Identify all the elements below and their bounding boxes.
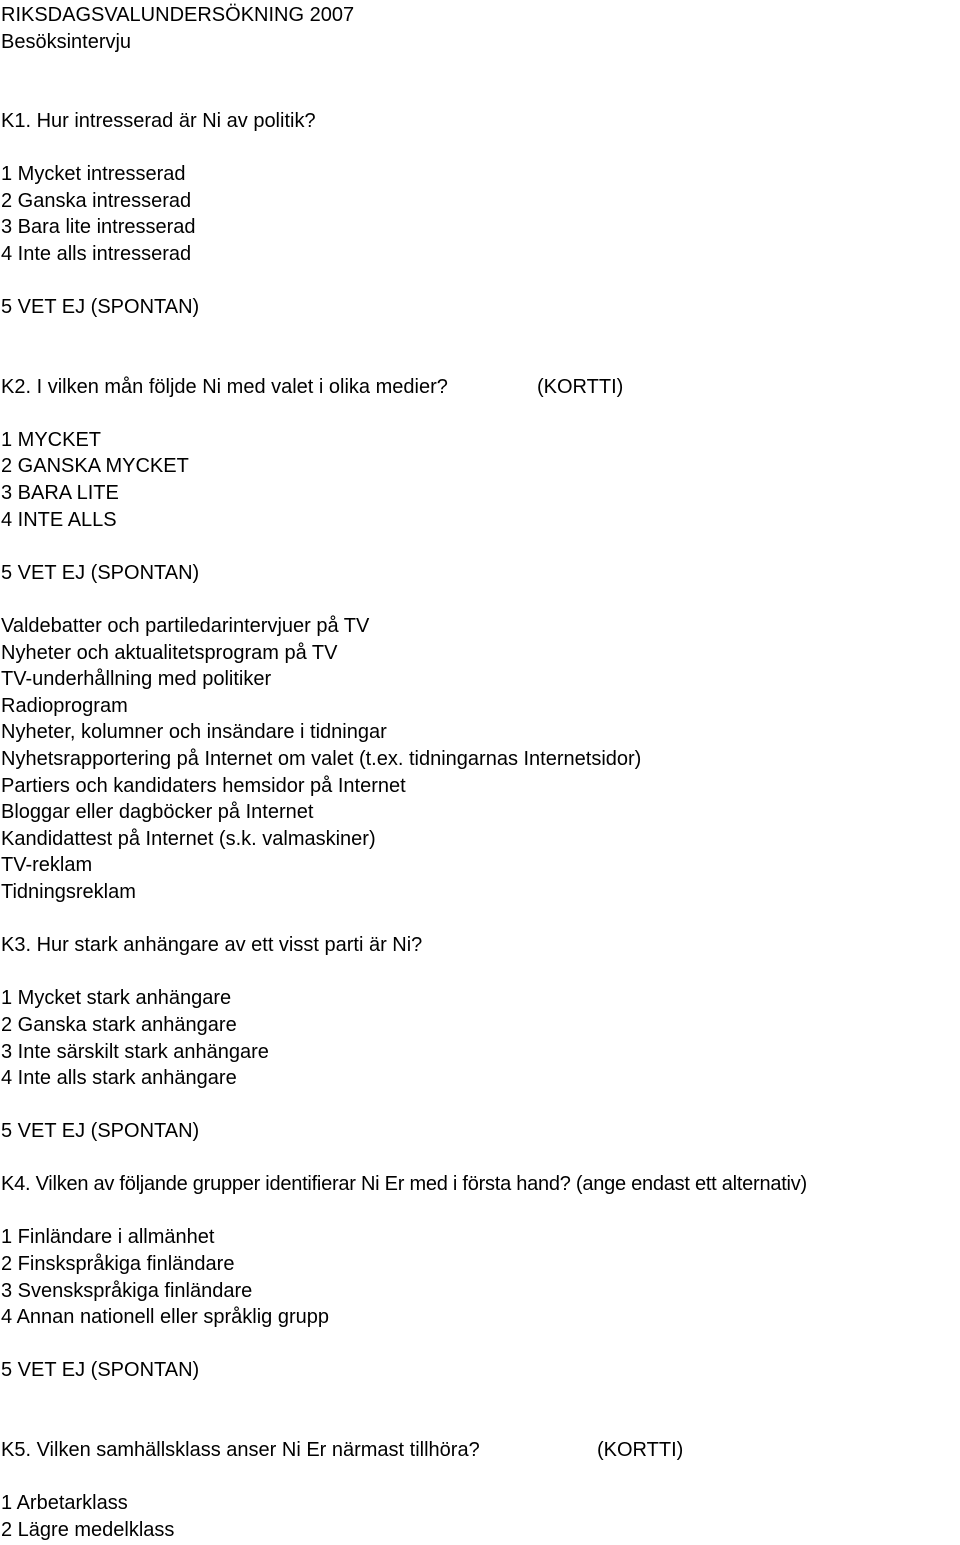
- k2-item: Nyhetsrapportering på Internet om valet (t.ex. tidningarnas Internetsidor): [1, 748, 642, 770]
- k2-option-dontknow: 5 VET EJ (SPONTAN): [1, 562, 200, 584]
- k2-item: Kandidattest på Internet (s.k. valmaskiner): [1, 828, 376, 850]
- k4-option-4: 4 Annan nationell eller språklig grupp: [1, 1306, 329, 1328]
- question-k3: K3. Hur stark anhängare av ett visst parti är Ni?: [1, 934, 423, 956]
- k2-item: TV-reklam: [1, 854, 93, 876]
- question-k1: K1. Hur intresserad är Ni av politik?: [1, 110, 316, 132]
- k2-item: TV-underhållning med politiker: [1, 668, 272, 690]
- k1-option-3: 3 Bara lite intresserad: [1, 216, 196, 238]
- k2-card-note: (KORTTI): [537, 376, 624, 398]
- k5-option-2: 2 Lägre medelklass: [1, 1519, 175, 1541]
- k1-option-2: 2 Ganska intresserad: [1, 190, 192, 212]
- question-k4: K4. Vilken av följande grupper identifierar Ni Er med i första hand? (ange endast ett alternativ): [1, 1173, 807, 1195]
- document-subtitle: Besöksintervju: [1, 31, 132, 53]
- k5-option-1: 1 Arbetarklass: [1, 1492, 128, 1514]
- k5-card-note: (KORTTI): [597, 1439, 684, 1461]
- question-k2: K2. I vilken mån följde Ni med valet i olika medier?: [1, 376, 448, 398]
- k4-option-3: 3 Svenskspråkiga finländare: [1, 1280, 253, 1302]
- k4-option-2: 2 Finskspråkiga finländare: [1, 1253, 235, 1275]
- k2-item: Partiers och kandidaters hemsidor på Internet: [1, 775, 406, 797]
- k2-item: Radioprogram: [1, 695, 128, 717]
- k2-option-2: 2 GANSKA MYCKET: [1, 455, 189, 477]
- k2-item: Valdebatter och partiledarintervjuer på TV: [1, 615, 370, 637]
- k4-option-dontknow: 5 VET EJ (SPONTAN): [1, 1359, 200, 1381]
- question-k5: K5. Vilken samhällsklass anser Ni Er närmast tillhöra?: [1, 1439, 480, 1461]
- k1-option-1: 1 Mycket intresserad: [1, 163, 186, 185]
- k2-item: Bloggar eller dagböcker på Internet: [1, 801, 314, 823]
- k1-option-dontknow: 5 VET EJ (SPONTAN): [1, 296, 200, 318]
- k2-item: Nyheter och aktualitetsprogram på TV: [1, 642, 338, 664]
- k2-item: Tidningsreklam: [1, 881, 136, 903]
- k3-option-3: 3 Inte särskilt stark anhängare: [1, 1041, 269, 1063]
- k2-option-4: 4 INTE ALLS: [1, 509, 117, 531]
- k3-option-dontknow: 5 VET EJ (SPONTAN): [1, 1120, 200, 1142]
- k3-option-4: 4 Inte alls stark anhängare: [1, 1067, 237, 1089]
- k2-option-1: 1 MYCKET: [1, 429, 102, 451]
- document-title: RIKSDAGSVALUNDERSÖKNING 2007: [1, 4, 355, 26]
- k2-option-3: 3 BARA LITE: [1, 482, 119, 504]
- k1-option-4: 4 Inte alls intresserad: [1, 243, 192, 265]
- k3-option-1: 1 Mycket stark anhängare: [1, 987, 232, 1009]
- k2-item: Nyheter, kolumner och insändare i tidningar: [1, 721, 387, 743]
- k3-option-2: 2 Ganska stark anhängare: [1, 1014, 237, 1036]
- k4-option-1: 1 Finländare i allmänhet: [1, 1226, 215, 1248]
